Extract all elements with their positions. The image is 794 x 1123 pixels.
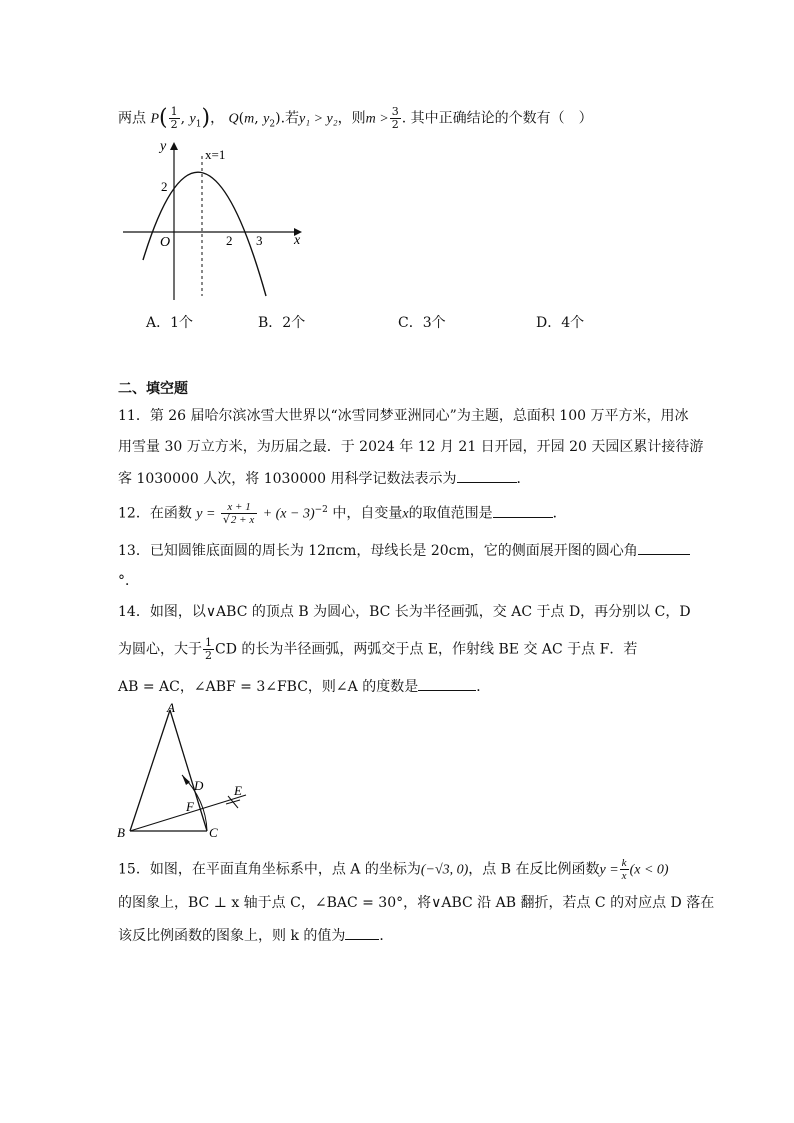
label-a: A: [167, 700, 175, 715]
exponent: −2: [314, 505, 328, 515]
q11-line2: 用雪量 30 万立方米，为历届之最．于 2024 年 12 月 21 日开园，开园 20 天园区累计接待游: [118, 439, 704, 455]
frac-den: 2: [170, 118, 178, 131]
x-tick-2: 2: [226, 233, 233, 248]
var-m: m: [244, 111, 255, 127]
answer-blank[interactable]: [345, 925, 379, 940]
sqrt-content: 2 + x: [230, 514, 255, 527]
comma: ，: [210, 110, 225, 127]
function-domain: (x < 0): [629, 862, 669, 878]
q13-line1: [118, 540, 690, 561]
answer-blank[interactable]: [638, 540, 690, 555]
fraction-k-over-x: [620, 857, 629, 882]
label-e: E: [234, 783, 242, 798]
frac-den: x: [621, 870, 627, 882]
fraction-three-halves: [390, 106, 401, 131]
fraction-half: [203, 637, 214, 662]
frac-num: 1: [205, 636, 212, 649]
q14-text: 为圆心，大于: [118, 641, 202, 658]
frac-den: √2 + x: [222, 513, 255, 527]
option-d[interactable]: D．4个: [536, 315, 585, 331]
point-q: Q: [228, 111, 239, 127]
period: ．: [379, 928, 394, 944]
symmetry-label: x=1: [205, 147, 226, 162]
q14-line3: [118, 676, 490, 697]
sub: 2: [269, 119, 276, 130]
q10-text: . 其中正确结论的个数有（ ）: [401, 110, 593, 127]
q14-text: AB = AC，∠ABF = 3∠FBC，则∠A 的度数是: [118, 679, 419, 695]
q15-text: ，点 B 在反比例函数: [468, 861, 600, 878]
parabola-graph: [118, 136, 318, 306]
q15-line1: [118, 857, 669, 882]
q13-line2: °．: [118, 573, 139, 589]
frac-num: 3: [391, 105, 399, 118]
period: ．: [516, 471, 531, 487]
x-axis-label: x: [294, 233, 301, 248]
origin-label: O: [160, 235, 171, 250]
answer-blank[interactable]: [493, 503, 553, 518]
q12-fraction: [221, 501, 257, 526]
q11-text: 客 1030000 人次，将 1030000 用科学记数法表示为: [118, 471, 457, 487]
q13-text: 13．已知圆锥底面圆的周长为 12πcm，母线长是 20cm，它的侧面展开图的圆心角: [118, 543, 638, 559]
label-d: D: [194, 778, 204, 793]
option-b[interactable]: B．2个: [258, 315, 306, 331]
paren: (: [159, 105, 168, 131]
q14-text: CD 的长为半径画弧，两弧交于点 E，作射线 BE 交 AC 于点 F．若: [215, 641, 638, 658]
q12-text: 的取值范围是: [408, 505, 493, 522]
var-y: y: [189, 111, 196, 127]
frac-num: 1: [170, 105, 178, 118]
label-f: F: [186, 799, 194, 814]
q15-line3: [118, 925, 393, 946]
q10-text: ，则: [337, 110, 366, 127]
q15-line2: 的图象上，BC ⊥ x 轴于点 C，∠BAC = 30°，将∨ABC 沿 AB 翻折，若点 C 的对应点 D 落在: [118, 895, 715, 911]
triangle-figure: [112, 700, 262, 845]
paren: ): [201, 105, 211, 131]
q15-text: 15．如图，在平面直角坐标系中，点 A 的坐标为: [118, 861, 421, 878]
var-x: x: [402, 506, 409, 522]
answer-blank[interactable]: [418, 676, 476, 691]
x-tick-3: 3: [256, 233, 263, 248]
frac-num: x + 1: [221, 501, 257, 514]
q14-line1: 14．如图，以∨ABC 的顶点 B 为圆心，BC 长为半径画弧，交 AC 于点 D，再分别以 C，D: [118, 604, 691, 620]
frac-den: 2: [391, 118, 399, 131]
y-tick-2: 2: [161, 179, 168, 194]
q11-line1: 11．第 26 届哈尔滨冰雪大世界以“冰雪同梦亚洲同心”为主题，总面积 100 万平方米，用冰: [118, 408, 689, 424]
q12-text: 12．在函数: [118, 505, 192, 522]
period: ．: [552, 505, 567, 522]
frac-num: k: [621, 857, 627, 869]
sub: 1: [195, 119, 202, 130]
period: ．: [476, 679, 491, 695]
q10-m-condition: m >: [365, 111, 389, 127]
y-axis-label: y: [160, 139, 167, 154]
y-axis-arrow: [170, 142, 178, 150]
point-a-coord: (−√3, 0): [420, 862, 469, 878]
section-title: 二、填空题: [118, 381, 188, 397]
q10-condition-line: 两点 P( $\frac{1}{2}$ , $y_1$)， Q(m, $y_2$).若y₁ > y₂，则m > $\frac{3}{2}$ . 其中正确结论的个数有（ ）: [118, 105, 593, 131]
q12-text: 中，自变量: [332, 505, 403, 522]
q11-line3: [118, 468, 531, 489]
fraction-half: [169, 106, 180, 131]
q14-line2: [118, 637, 637, 662]
q12-line: [118, 500, 567, 526]
label-c: C: [209, 825, 218, 840]
frac-den: 2: [205, 649, 212, 662]
q10-text: .若: [280, 110, 300, 127]
answer-blank[interactable]: [457, 468, 517, 483]
label-b: B: [117, 825, 125, 840]
var-y: y: [263, 111, 270, 127]
function-lhs: y =: [196, 506, 216, 522]
point-p: P: [150, 111, 160, 127]
function-tail: + (x − 3): [262, 506, 315, 522]
side-ab: [130, 710, 170, 831]
function-lhs: y =: [599, 862, 619, 878]
q10-condition: y₁ > y₂: [299, 111, 338, 127]
q15-text: 该反比例函数的图象上，则 k 的值为: [118, 928, 346, 944]
option-c[interactable]: C．3个: [398, 315, 446, 331]
q10-text: 两点: [118, 110, 146, 127]
option-a[interactable]: A．1个: [146, 315, 194, 331]
